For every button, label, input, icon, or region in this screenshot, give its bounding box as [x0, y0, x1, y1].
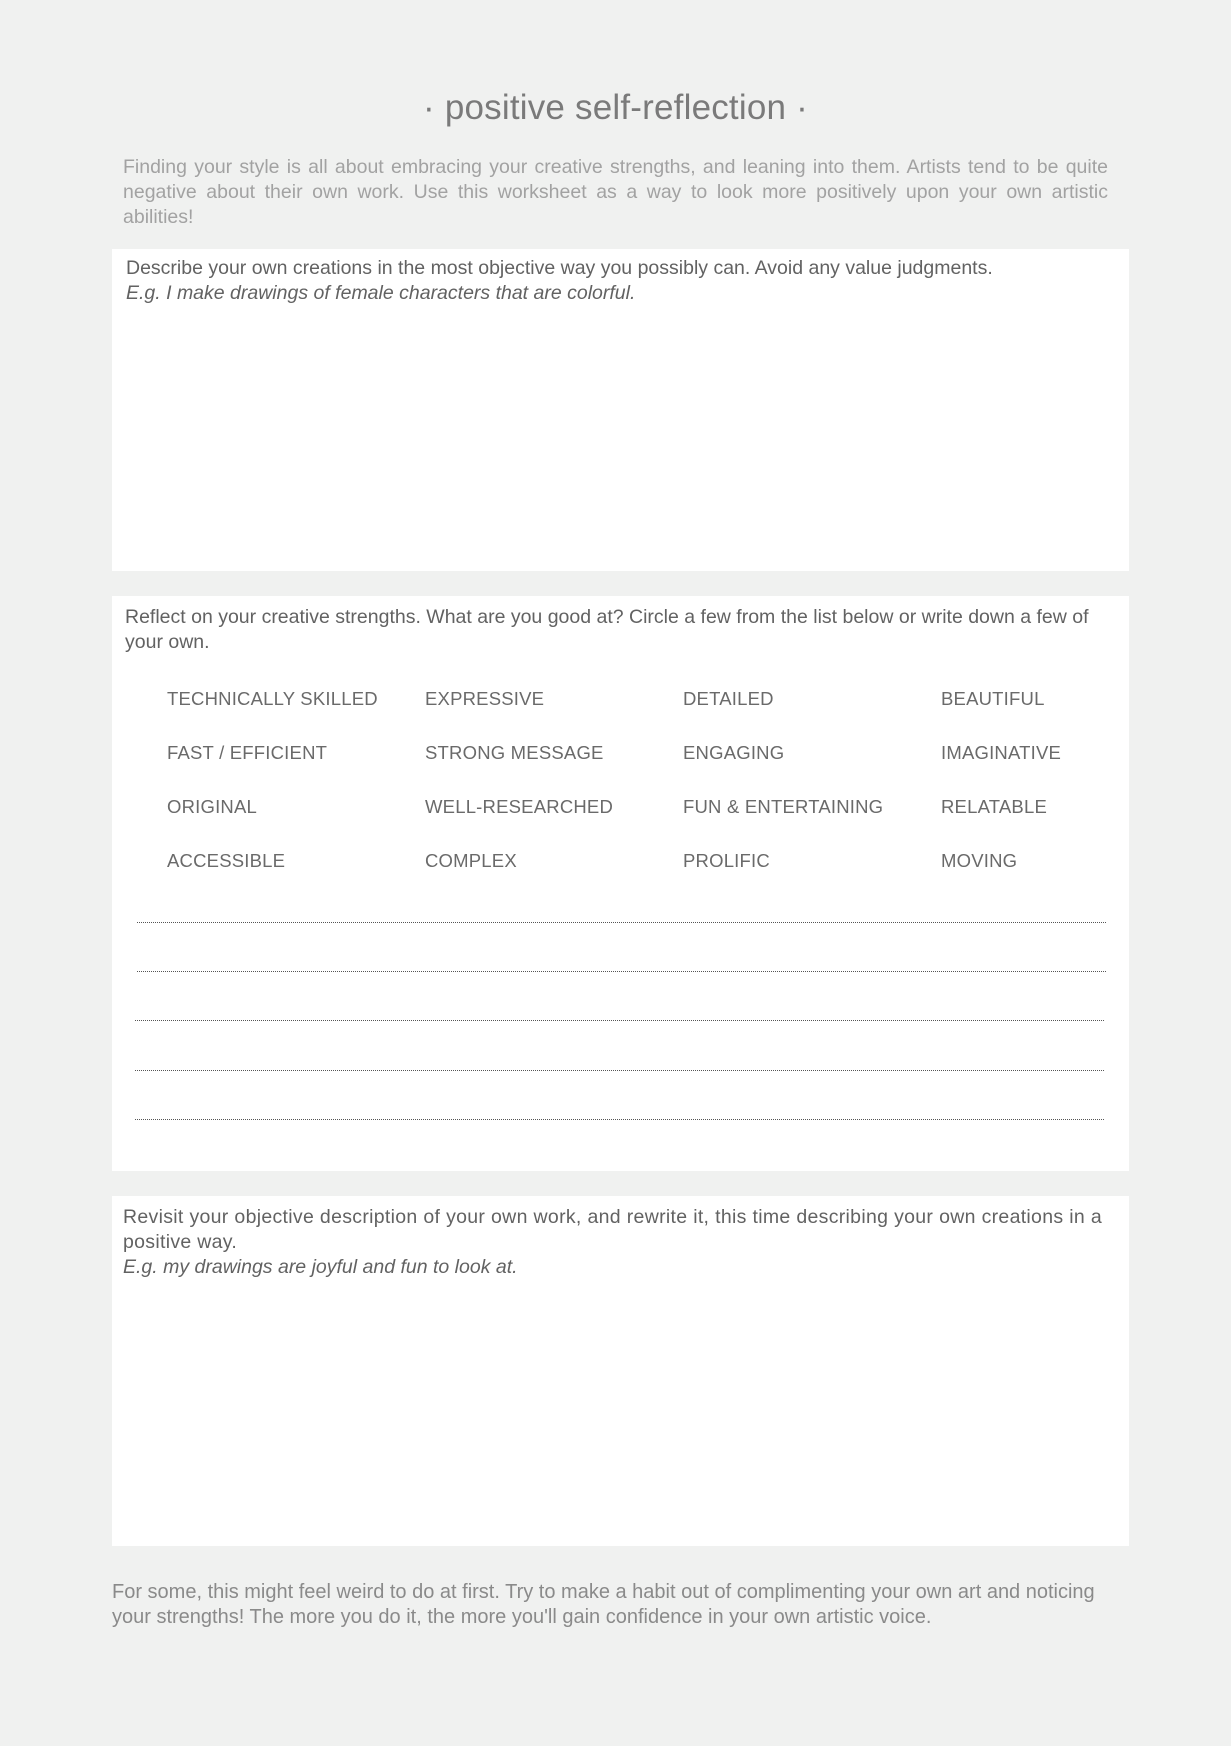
write-in-line[interactable] [135, 1020, 1104, 1021]
strength-option[interactable]: ACCESSIBLE [167, 850, 286, 871]
write-in-line[interactable] [137, 971, 1106, 972]
positive-description-example: E.g. my drawings are joyful and fun to look at. [123, 1256, 518, 1278]
strength-option[interactable]: IMAGINATIVE [941, 742, 1062, 763]
positive-description-box[interactable] [112, 1196, 1129, 1546]
objective-description-prompt: Describe your own creations in the most objective way you possibly can. Avoid any value judgments. [126, 257, 993, 279]
strength-option[interactable]: RELATABLE [941, 796, 1047, 817]
strengths-list [167, 687, 1121, 903]
write-in-line[interactable] [135, 1119, 1104, 1120]
strength-option[interactable]: BEAUTIFUL [941, 688, 1045, 709]
footer-note: For some, this might feel weird to do at first. Try to make a habit out of complimenting your own art and noticing your strengths! The more you do it, the more you'll gain confidence in your own artistic voice. [112, 1581, 1095, 1628]
strength-option[interactable]: FUN & ENTERTAINING [683, 796, 884, 817]
strength-option[interactable]: PROLIFIC [683, 850, 770, 871]
intro-paragraph: Finding your style is all about embracing your creative strengths, and leaning into them. Artists tend to be quite negative about their own work. Use this worksheet as a way to look more positively upon your own artistic abilities! [123, 156, 1108, 228]
strength-option[interactable]: COMPLEX [425, 850, 517, 871]
strength-option[interactable]: ORIGINAL [167, 796, 258, 817]
positive-description-prompt: Revisit your objective description of your own work, and rewrite it, this time describing your own creations in a positive way. [123, 1206, 1102, 1253]
strength-option[interactable]: WELL-RESEARCHED [425, 796, 614, 817]
strength-option[interactable]: FAST / EFFICIENT [167, 742, 328, 763]
objective-description-example: E.g. I make drawings of female characters that are colorful. [126, 282, 636, 304]
strength-option[interactable]: EXPRESSIVE [425, 688, 545, 709]
creative-strengths-prompt: Reflect on your creative strengths. What are you good at? Circle a few from the list below or write down a few of your own. [125, 606, 1089, 653]
worksheet-title: · positive self-reflection · [423, 88, 808, 127]
strength-option[interactable]: DETAILED [683, 688, 774, 709]
strength-option[interactable]: TECHNICALLY SKILLED [167, 688, 378, 709]
strength-option[interactable]: STRONG MESSAGE [425, 742, 604, 763]
creative-strengths-box [112, 596, 1129, 1171]
objective-description-box[interactable] [112, 249, 1129, 571]
strength-option[interactable]: ENGAGING [683, 742, 785, 763]
write-in-line[interactable] [135, 1070, 1104, 1071]
strength-option[interactable]: MOVING [941, 850, 1018, 871]
write-in-line[interactable] [137, 922, 1106, 923]
